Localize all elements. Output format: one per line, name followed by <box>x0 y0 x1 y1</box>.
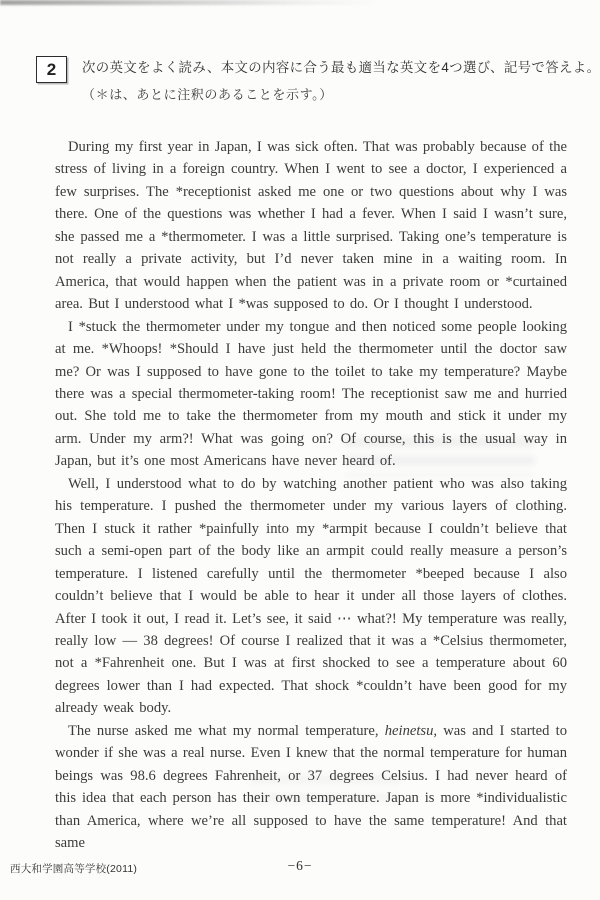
problem-number: 2 <box>46 59 57 79</box>
passage-paragraph-3: Well, I understood what to do by watching another patient who was also taking his temperature. I pushed the thermometer under my various layers of clothing. Then I stuck it rather *painfully into my *armpit because I couldn’t believe that such a semi-open part of the body like an armpit could really measure a person’s temperature. I listened carefully until the thermometer *beeped because I also couldn’t believe that I would be able to hear it under all those layers of clothes. After I took it out, I read it. Let’s see, it said ⋯ what?! My temperature was really, really low — 38 degrees! Of course I realized that it was a *Celsius thermometer, not a *Fahrenheit one. But I was at first shocked to see a temperature about 60 degrees lower than I had expected. That shock *couldn’t have been good for my already weak body. <box>55 475 567 717</box>
passage-paragraph-1: During my first year in Japan, I was sick often. That was probably because of the stress of living in a foreign country. When I went to see a doctor, I experienced a few surprises. The *receptionist asked me one or two questions about why I was there. One of the questions was whether I had a fever. When I said I wasn’t sure, she passed me a *thermometer. I was a little surprised. Taking one’s temperature is not really a private activity, but I’d never taken mine in a waiting room. In America, that would happen when the patient was in a private room or *curtained area. But I understood what I *was supposed to do. Or I thought I understood. <box>55 139 567 313</box>
annotation-note: （＊は、あとに注釈のあることを示す。） <box>82 87 333 102</box>
page-number: −6− <box>287 858 313 873</box>
scan-edge-artifact <box>0 0 380 5</box>
passage-paragraph-4 <box>55 720 567 855</box>
reading-passage <box>55 136 567 855</box>
paragraph-4-pre: The nurse asked me what my normal temperature, <box>68 722 385 739</box>
page-footer <box>0 856 600 876</box>
paragraph-4-post: was and I started to wonder if she was a real nurse. Even I knew that the normal temperature for human beings was 98.6 degrees Fahrenheit, or 37 degrees Celsius. I had never heard of this idea that each person has their own temperature. Japan is more *individualistic than America, where we’re all supposed to have the same temperature! And that same <box>55 722 567 852</box>
italic-romaji-word: heinetsu, <box>384 722 438 739</box>
passage-paragraph-2: I *stuck the thermometer under my tongue and then noticed some people looking at me. *Whoops! *Should I have just held the thermometer until the doctor saw me? Or was I supposed to have gone to the toilet to take my temperature? Maybe there was a special thermometer-taking room! The receptionist saw me and hurried out. She told me to take the thermometer from my mouth and stick it under my arm. Under my arm?! What was going on? Of course, this is the usual way in Japan, but it’s one most Americans have never heard of. <box>55 318 567 470</box>
problem-header-text <box>82 56 600 103</box>
problem-number-box <box>36 56 67 83</box>
problem-header <box>0 0 600 103</box>
footer-school-name: 西大和学園高等学校(2011) <box>10 863 138 875</box>
problem-instruction: 次の英文をよく読み、本文の内容に合う最も適当な英文を4つ選び、記号で答えよ。 <box>82 60 600 75</box>
